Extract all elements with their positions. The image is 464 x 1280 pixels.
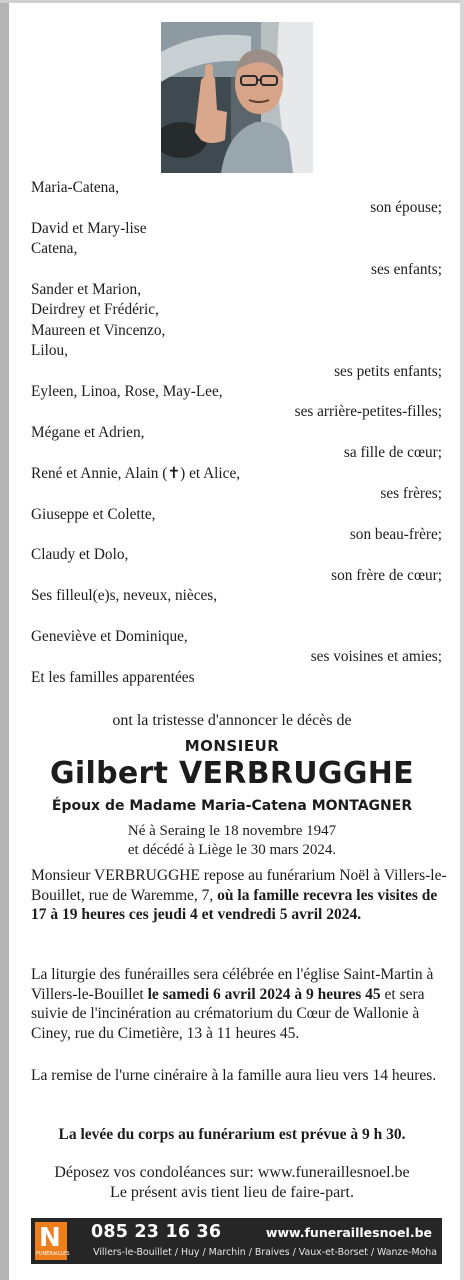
visitation-hours: où la famille recevra les visites de 17 à 19 heures ces jeudi 4 et vendredi 5 avril 2024. [31, 886, 438, 923]
family-name: David et Mary-lise [31, 219, 147, 237]
visitation-text: Monsieur VERBRUGGHE repose au funérarium Noël à Villers-le-Bouillet, rue de Waremme, 7, [31, 867, 447, 904]
family-name: Sander et Marion, [31, 281, 142, 299]
family-name: Lilou, [31, 342, 68, 360]
birth-death-dates [0, 822, 464, 860]
top-frame-border [0, 0, 464, 3]
faire-part-line: Le présent avis tient lieu de faire-part. [110, 1184, 354, 1201]
towns-list: Villers-le-Bouillet / Huy / Marchin / Braives / Vaux-et-Borset / Wanze-Moha [93, 1247, 437, 1258]
family-name: Et les familles apparentées [31, 668, 195, 686]
announcement-intro: ont la tristesse d'annoncer le décès de [112, 712, 352, 729]
family-name: Eyleen, Linoa, Rose, May-Lee, [31, 383, 223, 401]
family-relation: ses voisines et amies; [310, 648, 442, 666]
logo-subtext: FUNÉRAILLES [36, 1251, 70, 1257]
phone-number: 085 23 16 36 [91, 1222, 222, 1242]
family-name: Giuseppe et Colette, [31, 505, 156, 523]
funeral-date: le samedi 6 avril 2024 à 9 heures 45 [147, 985, 381, 1003]
family-gap [31, 607, 442, 627]
logo-letter: N [39, 1223, 61, 1253]
spouse-line: Époux de Madame Maria-Catena MONTAGNER [51, 798, 413, 814]
portrait-photo [161, 22, 313, 173]
family-relation: son beau-frère; [349, 525, 442, 543]
family-relation: son frère de cœur; [331, 566, 442, 584]
family-name: Maureen et Vincenzo, [31, 321, 166, 339]
condolences-line: Déposez vos condoléances sur: www.funeraillesnoel.be [54, 1164, 410, 1181]
deceased-name: Gilbert VERBRUGGHE [50, 756, 414, 791]
family-name: Maria-Catena, [31, 179, 119, 196]
funeral-home-logo [35, 1222, 70, 1260]
visitation-paragraph [31, 866, 449, 925]
family-relation: ses frères; [380, 485, 442, 503]
urn-paragraph: La remise de l'urne cinéraire à la famille aura lieu vers 14 heures. [31, 1067, 437, 1084]
funeral-paragraph [31, 965, 449, 1043]
family-relation: ses petits enfants; [334, 362, 442, 380]
family-name: Claudy et Dolo, [31, 546, 129, 564]
family-name: Mégane et Adrien, [31, 423, 145, 441]
family-name: René et Annie, Alain (✝) et Alice, [31, 464, 241, 482]
levee-notice: La levée du corps au funérarium est prévue à 9 h 30. [58, 1126, 406, 1143]
family-name: Catena, [31, 240, 78, 258]
family-relation: son épouse; [370, 199, 442, 217]
condolences-block [0, 1163, 464, 1203]
funeral-home-banner [31, 1218, 442, 1264]
family-name: Deirdrey et Frédéric, [31, 301, 159, 319]
family-relation: ses arrière-petites-filles; [294, 403, 442, 421]
death-line: et décédé à Liège le 30 mars 2024. [127, 842, 337, 858]
cremation-text: et sera suivie de l'incinération au crématorium du Cœur de Wallonie à Ciney, rue du Cimetière, 13 à 11 heures 45. [31, 985, 425, 1042]
family-name: Geneviève et Dominique, [31, 627, 188, 645]
right-frame-border [460, 0, 464, 1280]
website-link[interactable]: www.funeraillesnoel.be [265, 1225, 432, 1240]
family-list [31, 178, 442, 688]
funeral-text: La liturgie des funérailles sera célébrée en l'église Saint-Martin à Villers-le-Bouillet [31, 966, 434, 1003]
birth-line: Né à Seraing le 18 novembre 1947 [127, 823, 337, 839]
family-name: Ses filleul(e)s, neveux, nièces, [31, 587, 218, 605]
family-relation: ses enfants; [371, 260, 442, 278]
deceased-title: MONSIEUR [184, 737, 280, 755]
left-frame-border [0, 0, 9, 1280]
family-relation: sa fille de cœur; [343, 444, 442, 462]
